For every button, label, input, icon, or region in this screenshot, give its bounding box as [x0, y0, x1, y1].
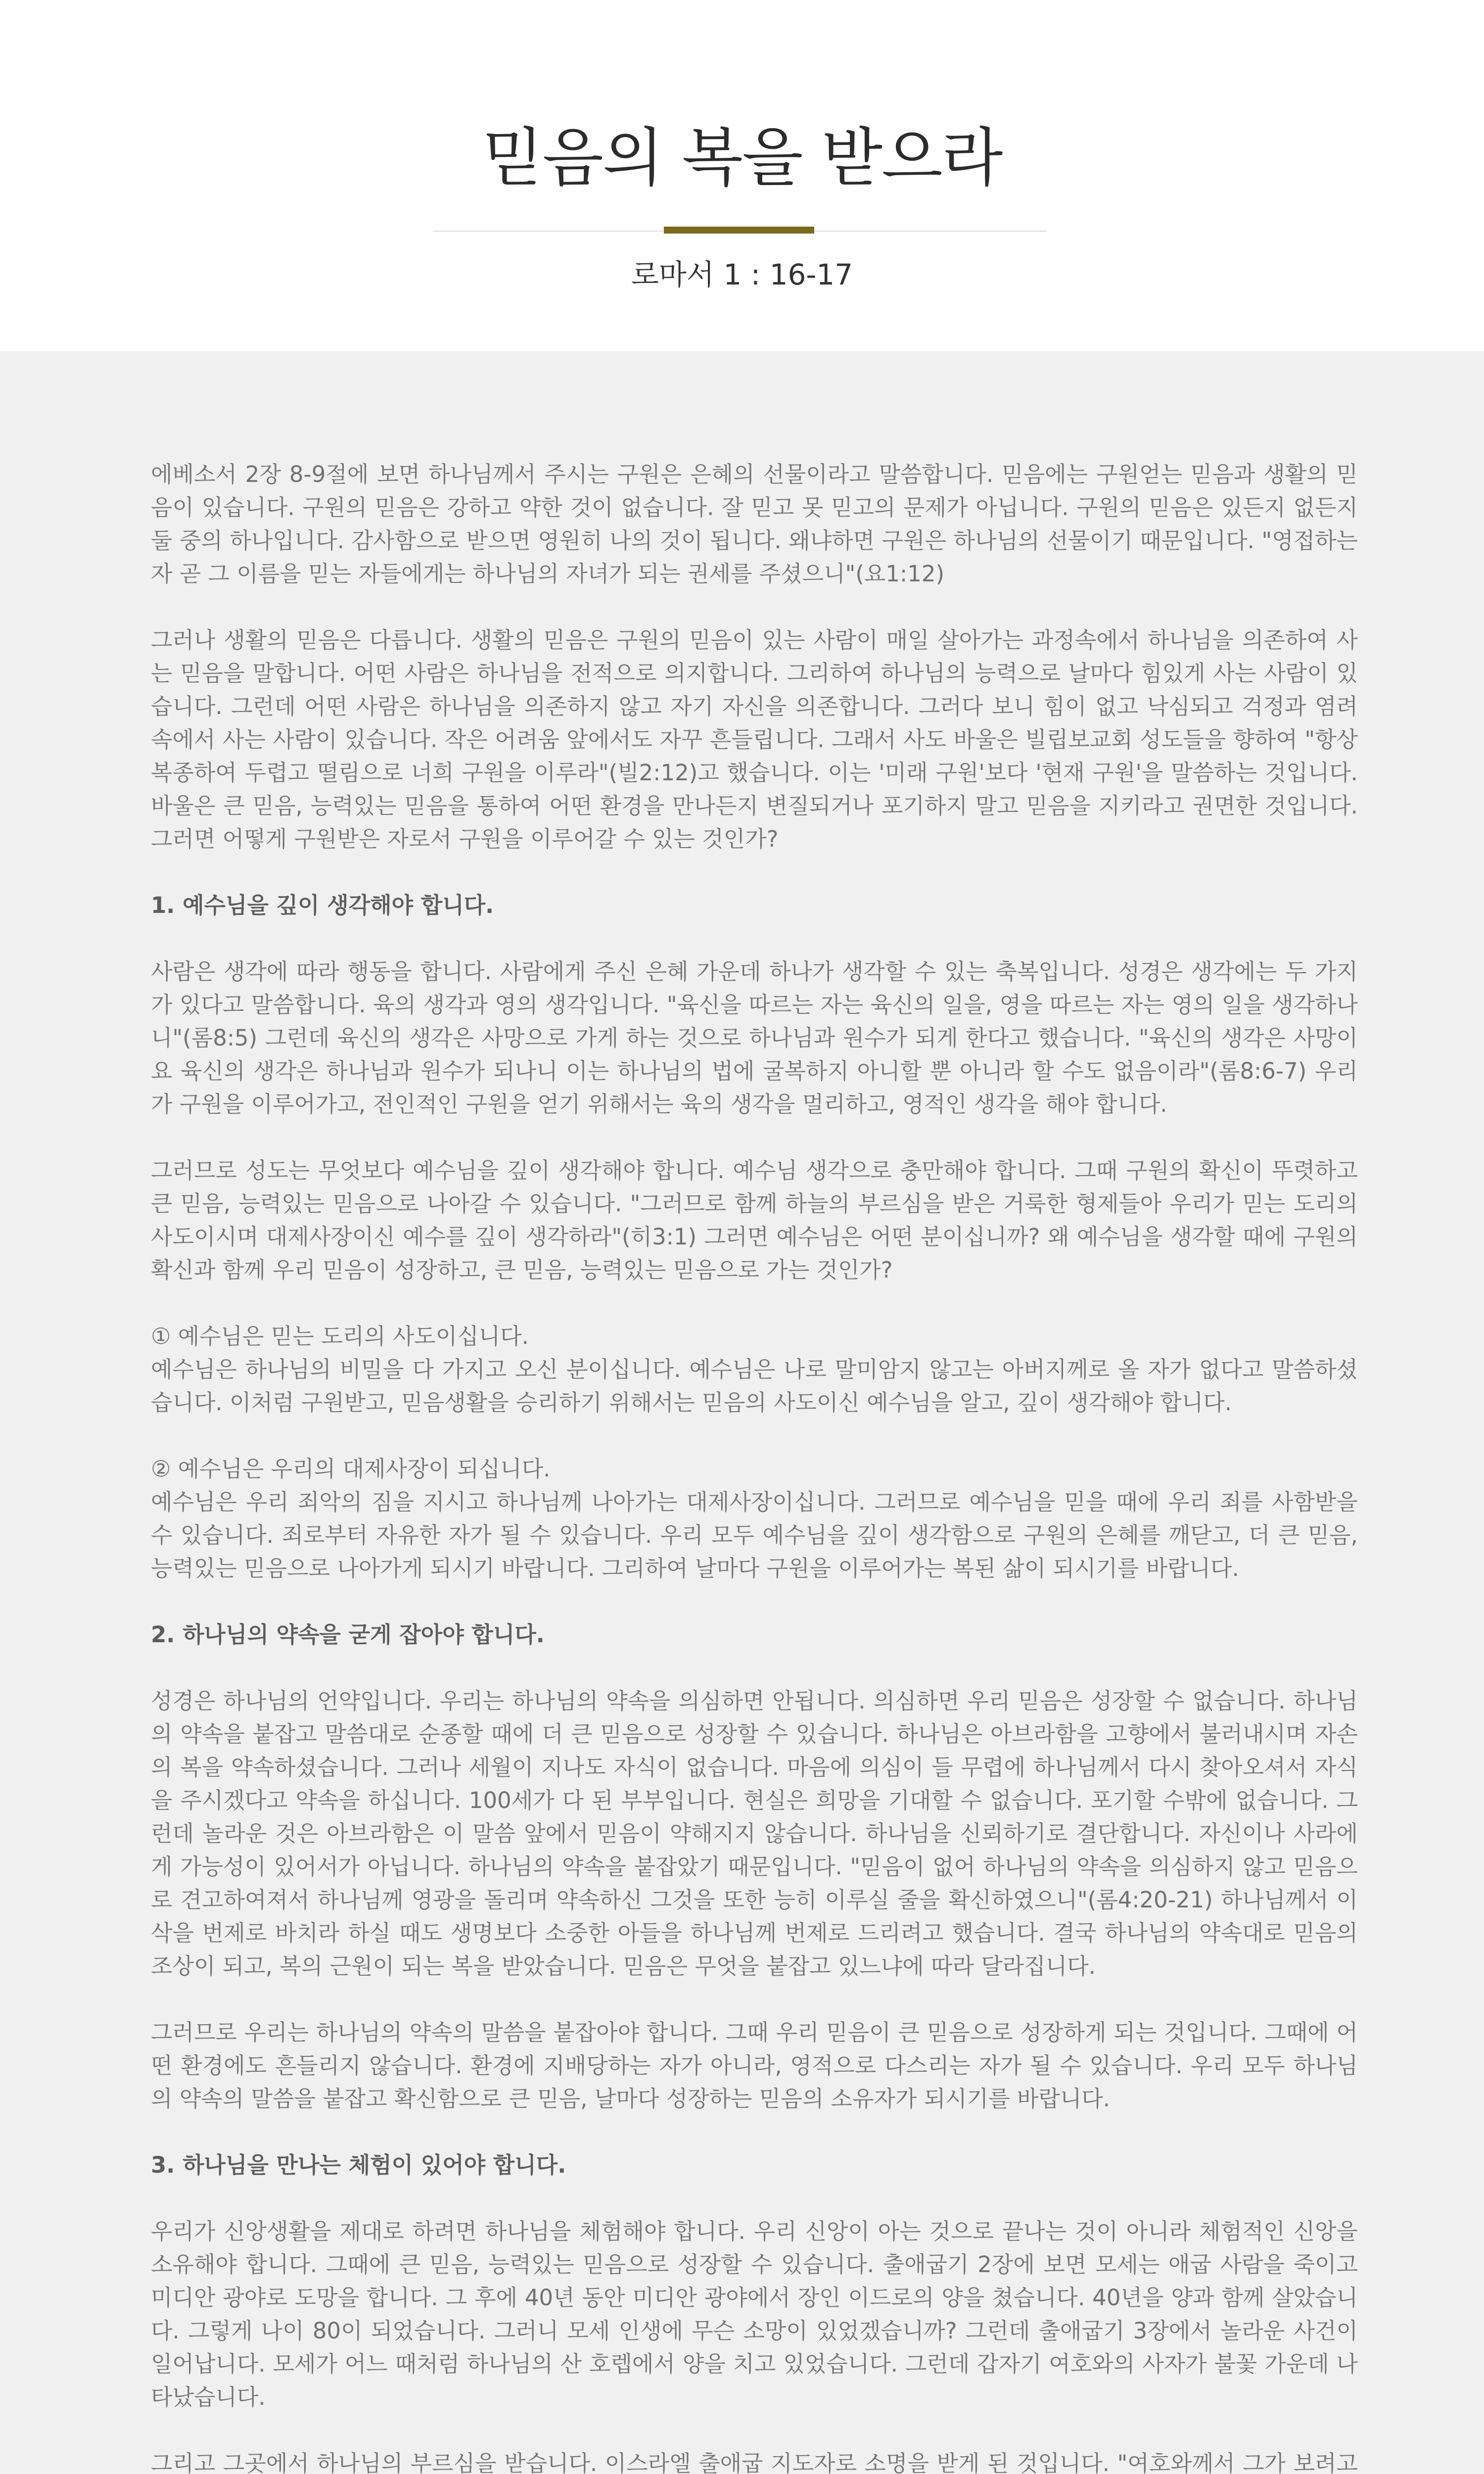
scripture-reference: 로마서 1 : 16-17	[631, 258, 853, 291]
subpoint-apostle-text: 예수님은 하나님의 비밀을 다 가지고 오신 분이십니다. 예수님은 나로 말미암지 않고는 아버지께로 올 자가 없다고 말씀하셨습니다. 이처럼 구원받고, 믿음생활을 승리하기 위해서는 믿음의 사도이신 예수님을 알고, 깊이 생각해야 합니다.	[151, 1356, 1358, 1416]
page-header	[0, 0, 1484, 351]
section-heading-2: 2. 하나님의 약속을 굳게 잡아야 합니다.	[151, 1621, 545, 1648]
paragraph-thoughts: 사람은 생각에 따라 행동을 합니다. 사람에게 주신 은혜 가운데 하나가 생각할 수 있는 축복입니다. 성경은 생각에는 두 가지가 있다고 말씀합니다. 육의 생각과 영의 생각입니다. "육신을 따르는 자는 육신의 일을, 영을 따르는 자는 영의 일을 생각하나니"(롬8:5) 그런데 육신의 생각은 사망으로 가게 하는 것으로 하나님과 원수가 되게 한다고 했습니다. "육신의 생각은 사망이요 육신의 생각은 하나님과 원수가 되나니 이는 하나님의 법에 굴복하지 아니할 뿐 아니라 할 수도 없음이라"(롬8:6-7) 우리가 구원을 이루어가고, 전인적인 구원을 얻기 위해서는 육의 생각을 멀리하고, 영적인 생각을 해야 합니다.	[151, 958, 1358, 1117]
subpoint-apostle-heading: ① 예수님은 믿는 도리의 사도이십니다.	[151, 1323, 529, 1349]
subpoint-high-priest-text: 예수님은 우리 죄악의 짐을 지시고 하나님께 나아가는 대제사장이십니다. 그러므로 예수님을 믿을 때에 우리 죄를 사함받을 수 있습니다. 죄로부터 자유한 자가 될 수 있습니다. 우리 모두 예수님을 깊이 생각함으로 구원의 은혜를 깨닫고, 더 큰 믿음, 능력있는 믿음으로 나아가게 되시기 바랍니다. 그리하여 날마다 구원을 이루어가는 복된 삶이 되시기를 바랍니다.	[151, 1489, 1358, 1581]
page-title: 믿음의 복을 받으라	[482, 121, 1002, 195]
subpoint-high-priest-heading: ② 예수님은 우리의 대제사장이 되십니다.	[151, 1456, 551, 1482]
paragraph-moses: 우리가 신앙생활을 제대로 하려면 하나님을 체험해야 합니다. 우리 신앙이 아는 것으로 끝나는 것이 아니라 체험적인 신앙을 소유해야 합니다. 그때에 큰 믿음, 능력있는 믿음으로 성장할 수 있습니다. 출애굽기 2장에 보면 모세는 애굽 사람을 죽이고 미디안 광야로 도망을 합니다. 그 후에 40년 동안 미디안 광야에서 장인 이드로의 양을 쳤습니다. 40년을 양과 함께 살았습니다. 그렇게 나이 80이 되었습니다. 그러니 모세 인생에 무슨 소망이 있었겠습니까? 그런데 출애굽기 3장에서 놀라운 사건이 일어납니다. 모세가 어느 때처럼 하나님의 산 호렙에서 양을 치고 있었습니다. 그런데 갑자기 여호와의 사자가 불꽃 가운데 나타났습니다.	[151, 2218, 1358, 2410]
title-accent-bar	[664, 227, 814, 234]
subpoint-apostle	[151, 1320, 1358, 1419]
paragraph-abraham: 성경은 하나님의 언약입니다. 우리는 하나님의 약속을 의심하면 안됩니다. 의심하면 우리 믿음은 성장할 수 없습니다. 하나님의 약속을 붙잡고 말씀대로 순종할 때에 더 큰 믿음으로 성장할 수 있습니다. 하나님은 아브라함을 고향에서 불러내시며 자손의 복을 약속하셨습니다. 그러나 세월이 지나도 자식이 없습니다. 마음에 의심이 들 무렵에 하나님께서 다시 찾아오셔서 자식을 주시겠다고 약속을 하십니다. 100세가 다 된 부부입니다. 현실은 희망을 기대할 수 없습니다. 포기할 수밖에 없습니다. 그런데 놀라운 것은 아브라함은 이 말씀 앞에서 믿음이 약해지지 않습니다. 하나님을 신뢰하기로 결단합니다. 자신이나 사라에게 가능성이 있어서가 아닙니다. 하나님의 약속을 붙잡았기 때문입니다. "믿음이 없어 하나님의 약속을 의심하지 않고 믿음으로 견고하여져서 하나님께 영광을 돌리며 약속하신 그것을 또한 능히 이루실 줄을 확신하였으니"(롬4:20-21) 하나님께서 이삭을 번제로 바치라 하실 때도 생명보다 소중한 아들을 하나님께 번제로 드리려고 했습니다. 결국 하나님의 약속대로 믿음의 조상이 되고, 복의 근원이 되는 복을 받았습니다. 믿음은 무엇을 붙잡고 있느냐에 따라 달라집니다.	[151, 1688, 1358, 1979]
section-heading-3: 3. 하나님을 만나는 체험이 있어야 합니다.	[151, 2152, 566, 2178]
paragraph-life-faith: 그러나 생활의 믿음은 다릅니다. 생활의 믿음은 구원의 믿음이 있는 사람이 매일 살아가는 과정속에서 하나님을 의존하여 사는 믿음을 말합니다. 어떤 사람은 하나님을 전적으로 의지합니다. 그리하여 하나님의 능력으로 날마다 힘있게 사는 사람이 있습니다. 그런데 어떤 사람은 하나님을 의존하지 않고 자기 자신을 의존합니다. 그러다 보니 힘이 없고 낙심되고 걱정과 염려 속에서 사는 사람이 있습니다. 작은 어려움 앞에서도 자꾸 흔들립니다. 그래서 사도 바울은 빌립보교회 성도들을 향하여 "항상 복종하여 두렵고 떨림으로 너희 구원을 이루라"(빌2:12)고 했습니다. 이는 '미래 구원'보다 '현재 구원'을 말씀하는 것입니다. 바울은 큰 믿음, 능력있는 믿음을 통하여 어떤 환경을 만나든지 변질되거나 포기하지 말고 믿음을 지키라고 권면한 것입니다. 그러면 어떻게 구원받은 자로서 구원을 이루어갈 수 있는 것인가?	[151, 627, 1358, 852]
subpoint-high-priest	[151, 1452, 1358, 1585]
paragraph-calling: 그리고 그곳에서 하나님의 부르심을 받습니다. 이스라엘 출애굽 지도자로 소명을 받게 된 것입니다. "여호와께서 그가 보려고	[151, 2450, 1358, 2474]
paragraph-think-of-jesus: 그러므로 성도는 무엇보다 예수님을 깊이 생각해야 합니다. 예수님 생각으로 충만해야 합니다. 그때 구원의 확신이 뚜렷하고 큰 믿음, 능력있는 믿음으로 나아갈 수 있습니다. "그러므로 함께 하늘의 부르심을 받은 거룩한 형제들아 우리가 믿는 도리의 사도이시며 대제사장이신 예수를 깊이 생각하라"(히3:1) 그러면 예수님은 어떤 분이십니까? 왜 예수님을 생각할 때에 구원의 확신과 함께 우리 믿음이 성장하고, 큰 믿음, 능력있는 믿음으로 가는 것인가?	[151, 1157, 1358, 1283]
sermon-body	[151, 458, 1358, 2474]
section-heading-1: 1. 예수님을 깊이 생각해야 합니다.	[151, 892, 494, 918]
paragraph-promise: 그러므로 우리는 하나님의 약속의 말씀을 붙잡아야 합니다. 그때 우리 믿음이 큰 믿음으로 성장하게 되는 것입니다. 그때에 어떤 환경에도 흔들리지 않습니다. 환경에 지배당하는 자가 아니라, 영적으로 다스리는 자가 될 수 있습니다. 우리 모두 하나님의 약속의 말씀을 붙잡고 확신함으로 큰 믿음, 날마다 성장하는 믿음의 소유자가 되시기를 바랍니다.	[151, 2019, 1358, 2112]
paragraph-intro: 에베소서 2장 8-9절에 보면 하나님께서 주시는 구원은 은혜의 선물이라고 말씀합니다. 믿음에는 구원얻는 믿음과 생활의 믿음이 있습니다. 구원의 믿음은 강하고 약한 것이 없습니다. 잘 믿고 못 믿고의 문제가 아닙니다. 구원의 믿음은 있든지 없든지 둘 중의 하나입니다. 감사함으로 받으면 영원히 나의 것이 됩니다. 왜냐하면 구원은 하나님의 선물이기 때문입니다. "영접하는 자 곧 그 이름을 믿는 자들에게는 하나님의 자녀가 되는 권세를 주셨으니"(요1:12)	[151, 461, 1358, 587]
